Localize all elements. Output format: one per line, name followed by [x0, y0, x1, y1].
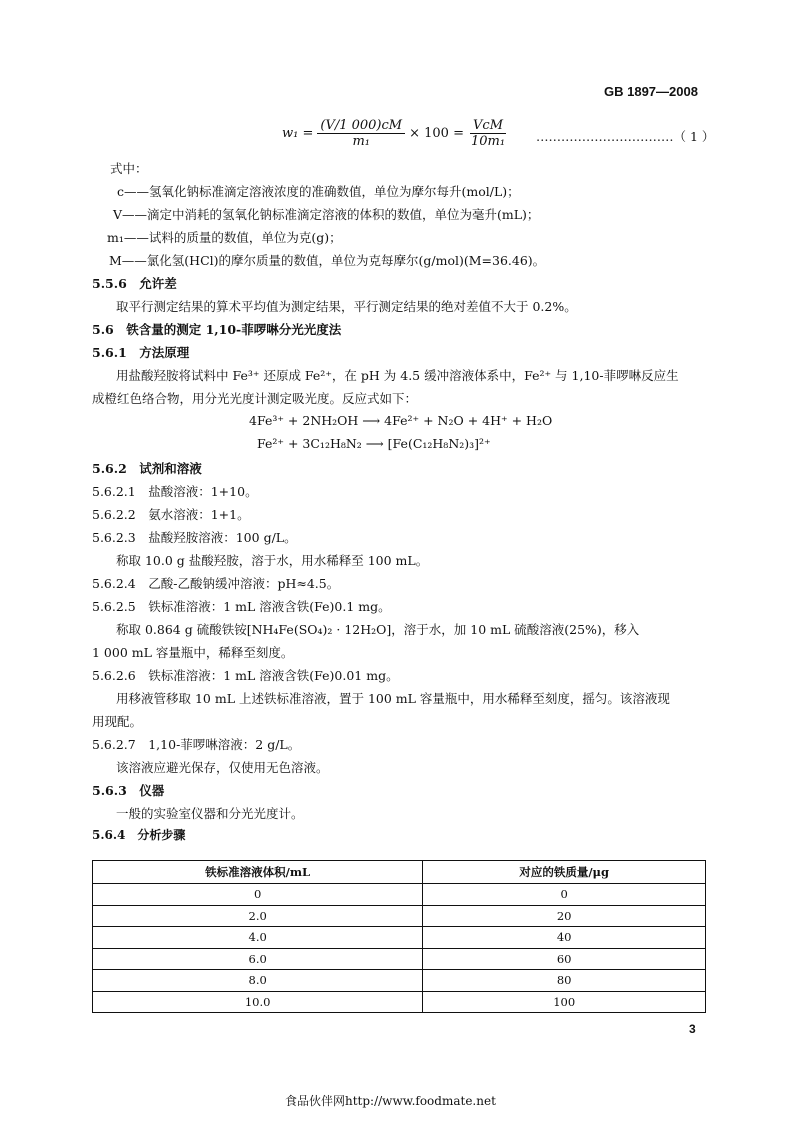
table-cell: 2.0 — [93, 905, 423, 927]
where-M: M——氯化氢(HCl)的摩尔质量的数值，单位为克每摩尔(g/mol)(M=36.46)。 — [109, 253, 546, 268]
text-5-6-1-line2: 成橙红色络合物，用分光光度计测定吸光度。反应式如下： — [92, 391, 418, 406]
formula-fraction-1-denominator: m₁ — [352, 134, 371, 149]
table-cell: 100 — [423, 991, 706, 1013]
table-cell: 20 — [423, 905, 706, 927]
item-5-6-2-6: 5.6.2.6 铁标准溶液：1 mL 溶液含铁(Fe)0.01 mg。 — [92, 668, 399, 683]
formula-fraction-1-numerator: (V/1 000)cM — [317, 118, 405, 134]
table-2 — [92, 860, 706, 1013]
table-cell: 40 — [423, 927, 706, 949]
formula-1 — [282, 118, 508, 149]
text-5-6-1-line1: 用盐酸羟胺将试料中 Fe³⁺ 还原成 Fe²⁺，在 pH 为 4.5 缓冲溶液体系中，Fe²⁺ 与 1,10-菲啰啉反应生 — [116, 368, 679, 383]
table-header-row — [93, 861, 706, 884]
table-header-mass: 对应的铁质量/μg — [423, 861, 706, 884]
formula-number: ……………………………（ 1 ） — [536, 129, 715, 144]
table-cell: 80 — [423, 970, 706, 992]
item-5-6-2-5-text1: 称取 0.864 g 硫酸铁铵[NH₄Fe(SO₄)₂ · 12H₂O]，溶于水，加 10 mL 硫酸溶液(25%)，移入 — [116, 622, 640, 637]
table-row — [93, 970, 706, 992]
table-cell: 6.0 — [93, 948, 423, 970]
where-m1: m₁——试料的质量的数值，单位为克(g)； — [107, 230, 342, 245]
table-cell: 8.0 — [93, 970, 423, 992]
formula-fraction-2-numerator: VcM — [470, 118, 506, 134]
table-row — [93, 927, 706, 949]
item-5-6-2-5: 5.6.2.5 铁标准溶液：1 mL 溶液含铁(Fe)0.1 mg。 — [92, 599, 391, 614]
item-5-6-2-5-text2: 1 000 mL 容量瓶中，稀释至刻度。 — [92, 645, 294, 660]
table-cell: 10.0 — [93, 991, 423, 1013]
formula-fraction-2-denominator: 10m₁ — [470, 134, 506, 149]
heading-5-6-2: 5.6.2 试剂和溶液 — [92, 461, 202, 476]
item-5-6-2-1: 5.6.2.1 盐酸溶液：1+10。 — [92, 484, 258, 499]
item-5-6-2-3-text: 称取 10.0 g 盐酸羟胺，溶于水，用水稀释至 100 mL。 — [116, 553, 429, 568]
reaction-equation-2: Fe²⁺ + 3C₁₂H₈N₂ ⟶ [Fe(C₁₂H₈N₂)₃]²⁺ — [257, 436, 491, 451]
table-cell: 0 — [93, 884, 423, 906]
formula-times: × 100 = — [409, 126, 464, 141]
heading-5-5-6: 5.5.6 允许差 — [92, 276, 177, 291]
item-5-6-2-7-text: 该溶液应避光保存，仅使用无色溶液。 — [116, 760, 329, 775]
where-c: c——氢氧化钠标准滴定溶液浓度的准确数值，单位为摩尔每升(mol/L)； — [117, 184, 520, 199]
table-row — [93, 948, 706, 970]
heading-5-6: 5.6 铁含量的测定 1,10-菲啰啉分光光度法 — [92, 322, 342, 337]
item-5-6-2-4: 5.6.2.4 乙酸-乙酸钠缓冲溶液：pH≈4.5。 — [92, 576, 340, 591]
table-row — [93, 905, 706, 927]
item-5-6-2-7: 5.6.2.7 1,10-菲啰啉溶液：2 g/L。 — [92, 737, 301, 752]
formula-fraction-1 — [317, 118, 405, 149]
table-cell: 0 — [423, 884, 706, 906]
table-cell: 4.0 — [93, 927, 423, 949]
table-header-volume: 铁标准溶液体积/mL — [93, 861, 423, 884]
footer-watermark: 食品伙伴网http://www.foodmate.net — [285, 1094, 496, 1108]
table-row — [93, 884, 706, 906]
reaction-equation-1: 4Fe³⁺ + 2NH₂OH ⟶ 4Fe²⁺ + N₂O + 4H⁺ + H₂O — [249, 413, 553, 428]
standard-code: GB 1897—2008 — [604, 84, 698, 99]
text-5-5-6: 取平行测定结果的算术平均值为测定结果，平行测定结果的绝对差值不大于 0.2%。 — [116, 299, 577, 314]
text-5-6-3: 一般的实验室仪器和分光光度计。 — [116, 806, 304, 821]
table-cell: 60 — [423, 948, 706, 970]
formula-lhs: w₁ = — [282, 126, 314, 141]
heading-5-6-3: 5.6.3 仪器 — [92, 783, 165, 798]
heading-5-6-4: 5.6.4 分析步骤 — [92, 828, 186, 842]
item-5-6-2-2: 5.6.2.2 氨水溶液：1+1。 — [92, 507, 250, 522]
where-title: 式中： — [110, 161, 148, 176]
heading-5-6-1: 5.6.1 方法原理 — [92, 345, 190, 360]
formula-fraction-2 — [468, 118, 508, 149]
item-5-6-2-6-text2: 用现配。 — [92, 714, 143, 729]
item-5-6-2-6-text1: 用移液管移取 10 mL 上述铁标准溶液，置于 100 mL 容量瓶中，用水稀释至刻度，摇匀。该溶液现 — [116, 691, 670, 706]
table-row — [93, 991, 706, 1013]
where-V: V——滴定中消耗的氢氧化钠标准滴定溶液的体积的数值，单位为毫升(mL)； — [113, 207, 540, 222]
page-number: 3 — [689, 1022, 696, 1036]
item-5-6-2-3: 5.6.2.3 盐酸羟胺溶液：100 g/L。 — [92, 530, 297, 545]
